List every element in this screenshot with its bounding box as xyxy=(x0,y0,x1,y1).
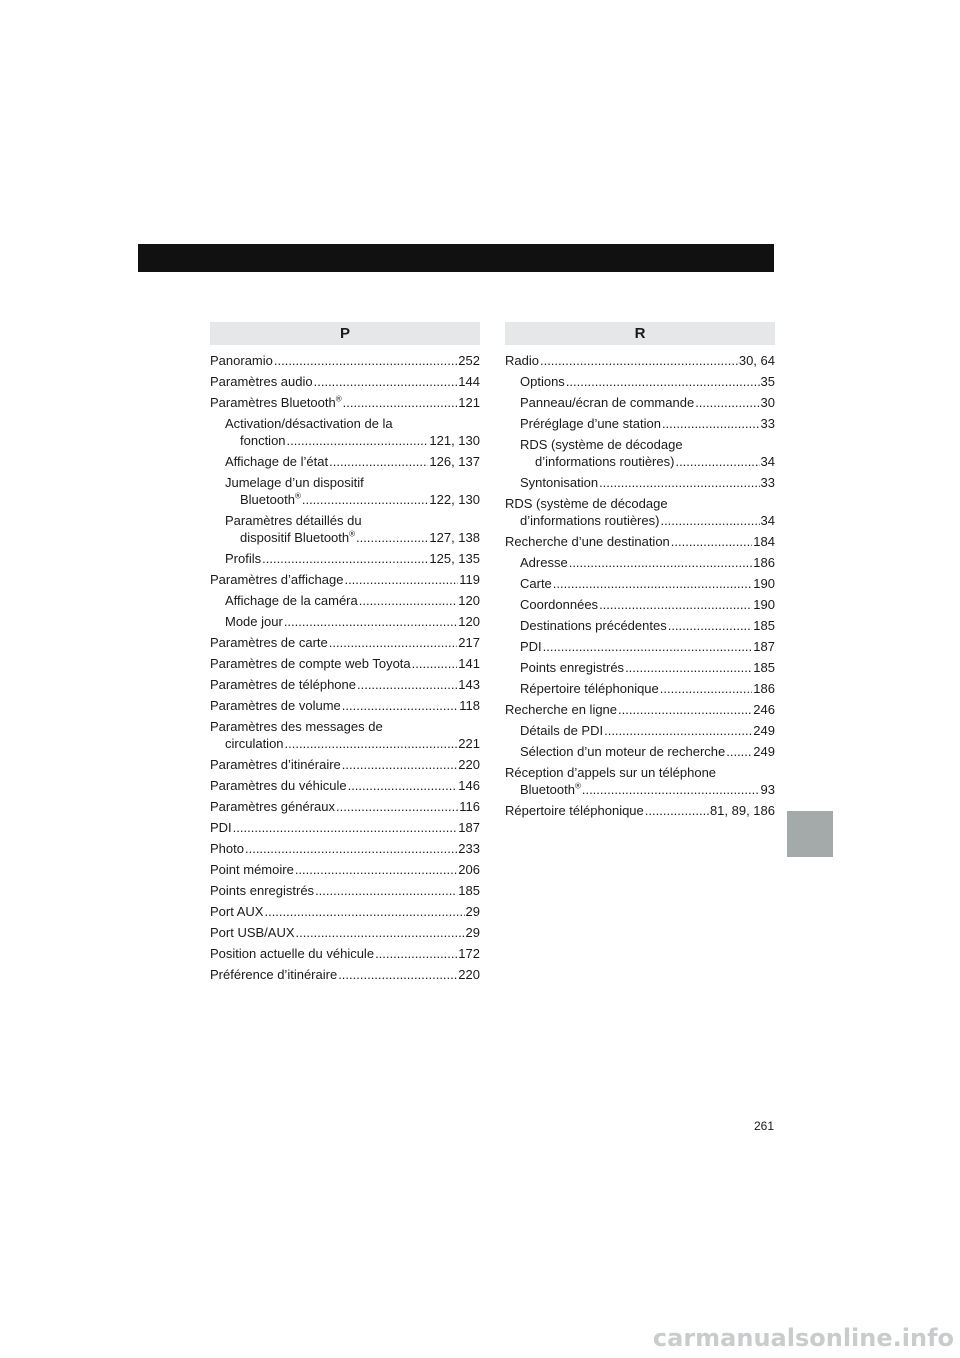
entry-pages: 125, 135 xyxy=(429,551,480,566)
entry-term: Paramètres de téléphone xyxy=(210,677,356,692)
dot-leader xyxy=(342,697,458,714)
entry-term: Paramètres de volume xyxy=(210,698,341,713)
entry-term: d’informations routières) xyxy=(520,513,660,528)
index-entry xyxy=(210,613,480,630)
entry-term: Paramètres audio xyxy=(210,374,313,389)
index-entry xyxy=(210,861,480,878)
entry-term: Paramètres généraux xyxy=(210,799,336,814)
entry-pages: 185 xyxy=(753,618,775,633)
index-entry xyxy=(505,554,775,571)
entry-pages: 33 xyxy=(760,475,775,490)
index-entry xyxy=(210,966,480,983)
entry-pages: 81, 89, 186 xyxy=(709,803,775,818)
entry-term: Bluetooth® xyxy=(520,781,581,797)
dot-leader xyxy=(660,680,753,697)
index-entry xyxy=(505,575,775,592)
entry-term: Photo xyxy=(210,841,244,856)
entry-term: Réception d’appels sur un téléphone xyxy=(505,765,717,780)
entry-term: Coordonnées xyxy=(520,597,599,612)
entry-pages: 217 xyxy=(458,635,480,650)
dot-leader xyxy=(668,617,753,634)
dot-leader xyxy=(553,575,753,592)
index-entry xyxy=(210,840,480,857)
entry-term: dispositif Bluetooth® xyxy=(240,529,356,545)
dot-leader xyxy=(375,945,457,962)
index-entry xyxy=(210,415,480,449)
entry-term: Destinations précédentes xyxy=(520,618,667,633)
index-column-p xyxy=(210,322,480,987)
watermark: carmanualsonline.info xyxy=(652,1324,954,1352)
entry-term: Radio xyxy=(505,353,539,368)
entry-term: Préférence d’itinéraire xyxy=(210,967,338,982)
entry-pages: 29 xyxy=(465,904,480,919)
index-entry xyxy=(210,697,480,714)
dot-leader xyxy=(599,596,752,613)
index-entry xyxy=(505,596,775,613)
letter-header-p: P xyxy=(210,322,480,345)
dot-leader xyxy=(274,352,457,369)
entry-term: Répertoire téléphonique xyxy=(505,803,644,818)
dot-leader xyxy=(342,756,458,773)
index-entry xyxy=(210,819,480,836)
entry-pages: 143 xyxy=(458,677,480,692)
dot-leader xyxy=(540,352,738,369)
dot-leader xyxy=(695,394,759,411)
entry-pages: 119 xyxy=(459,572,480,587)
index-entry xyxy=(505,764,775,798)
entry-term: Affichage de l’état xyxy=(225,454,329,469)
entry-term: Syntonisation xyxy=(520,475,599,490)
entry-term: Sélection d’un moteur de recherche xyxy=(520,744,726,759)
entry-term: Jumelage d’un dispositif xyxy=(225,475,364,490)
index-entry xyxy=(505,533,775,550)
entry-term: RDS (système de décodage xyxy=(520,437,683,452)
dot-leader xyxy=(344,571,458,588)
index-entry xyxy=(210,453,480,470)
dot-leader xyxy=(582,781,760,798)
dot-leader xyxy=(356,529,428,546)
index-entry xyxy=(210,571,480,588)
entry-pages: 221 xyxy=(458,736,480,751)
index-entry xyxy=(210,718,480,752)
dot-leader xyxy=(343,394,458,411)
entry-pages: 184 xyxy=(753,534,775,549)
index-entry xyxy=(210,352,480,369)
entry-pages: 190 xyxy=(753,576,775,591)
index-entry xyxy=(210,945,480,962)
dot-leader xyxy=(604,722,752,739)
entry-term: Profils xyxy=(225,551,262,566)
dot-leader xyxy=(285,735,458,752)
entry-term: fonction xyxy=(240,433,286,448)
index-entry xyxy=(505,436,775,470)
entry-pages: 187 xyxy=(753,639,775,654)
entry-term: Paramètres d’itinéraire xyxy=(210,757,341,772)
dot-leader xyxy=(329,634,458,651)
index-entry xyxy=(210,882,480,899)
entry-pages: 220 xyxy=(458,967,480,982)
entry-term: PDI xyxy=(520,639,542,654)
page-number: 261 xyxy=(753,1119,774,1133)
dot-leader xyxy=(315,882,457,899)
dot-leader xyxy=(348,777,458,794)
index-entry xyxy=(210,634,480,651)
dot-leader xyxy=(618,701,752,718)
entry-pages: 220 xyxy=(458,757,480,772)
dot-leader xyxy=(264,903,464,920)
entry-term: Port USB/AUX xyxy=(210,925,295,940)
entry-pages: 30 xyxy=(760,395,775,410)
entry-pages: 118 xyxy=(459,698,480,713)
entry-term: Mode jour xyxy=(225,614,283,629)
entry-pages: 93 xyxy=(760,782,775,797)
entries-p xyxy=(210,352,480,983)
entry-term: Paramètres Bluetooth® xyxy=(210,394,342,410)
entry-term: Panoramio xyxy=(210,353,273,368)
entry-term: Paramètres de carte xyxy=(210,635,328,650)
entry-pages: 121, 130 xyxy=(429,433,480,448)
index-entry xyxy=(210,676,480,693)
entry-term: Points enregistrés xyxy=(210,883,315,898)
entry-term: Recherche en ligne xyxy=(505,702,618,717)
index-entry xyxy=(210,924,480,941)
entry-pages: 29 xyxy=(465,925,480,940)
index-entry xyxy=(505,373,775,390)
dot-leader xyxy=(336,798,458,815)
entry-term: Position actuelle du véhicule xyxy=(210,946,375,961)
entry-pages: 33 xyxy=(760,416,775,431)
entry-term: d’informations routières) xyxy=(535,454,675,469)
entry-pages: 34 xyxy=(760,454,775,469)
entry-term: Point mémoire xyxy=(210,862,294,877)
dot-leader xyxy=(338,966,457,983)
entry-pages: 144 xyxy=(458,374,480,389)
entry-pages: 146 xyxy=(458,778,480,793)
entry-pages: 186 xyxy=(753,555,775,570)
entry-term: Points enregistrés xyxy=(520,660,625,675)
entry-pages: 252 xyxy=(458,353,480,368)
index-entry xyxy=(210,474,480,508)
dot-leader xyxy=(287,432,429,449)
dot-leader xyxy=(726,743,752,760)
index-column-r xyxy=(505,322,775,823)
index-entry xyxy=(505,659,775,676)
dot-leader xyxy=(645,802,709,819)
entry-pages: 120 xyxy=(458,593,480,608)
entry-term: Détails de PDI xyxy=(520,723,604,738)
header-bar xyxy=(138,244,774,272)
index-entry xyxy=(505,352,775,369)
index-entry xyxy=(505,743,775,760)
dot-leader xyxy=(233,819,458,836)
entry-pages: 249 xyxy=(753,744,775,759)
entry-pages: 121 xyxy=(458,395,480,410)
index-entry xyxy=(210,756,480,773)
entry-term: Paramètres des messages de xyxy=(210,719,383,734)
entry-term: Activation/désactivation de la xyxy=(225,416,393,431)
entry-term: Préréglage d’une station xyxy=(520,416,661,431)
entry-term: Paramètres du véhicule xyxy=(210,778,347,793)
entry-pages: 34 xyxy=(760,513,775,528)
entries-r xyxy=(505,352,775,819)
entry-term: circulation xyxy=(225,736,284,751)
index-entry xyxy=(505,617,775,634)
index-entry xyxy=(210,512,480,546)
entry-pages: 116 xyxy=(459,799,480,814)
entry-pages: 246 xyxy=(753,702,775,717)
dot-leader xyxy=(314,373,458,390)
entry-pages: 249 xyxy=(753,723,775,738)
dot-leader xyxy=(359,592,458,609)
dot-leader xyxy=(262,550,428,567)
index-entry xyxy=(210,777,480,794)
entry-term: Paramètres détaillés du xyxy=(225,513,362,528)
dot-leader xyxy=(599,474,759,491)
index-entry xyxy=(210,903,480,920)
dot-leader xyxy=(412,655,458,672)
entry-pages: 172 xyxy=(458,946,480,961)
dot-leader xyxy=(671,533,753,550)
dot-leader xyxy=(329,453,428,470)
index-entry xyxy=(505,680,775,697)
section-tab-marker xyxy=(787,811,833,857)
index-entry xyxy=(210,592,480,609)
entry-pages: 186 xyxy=(753,681,775,696)
dot-leader xyxy=(662,415,760,432)
entry-term: Bluetooth® xyxy=(240,491,301,507)
dot-leader xyxy=(566,373,760,390)
dot-leader xyxy=(245,840,457,857)
entry-term: Options xyxy=(520,374,565,389)
entry-term: PDI xyxy=(210,820,232,835)
dot-leader xyxy=(357,676,457,693)
entry-pages: 190 xyxy=(753,597,775,612)
entry-term: Adresse xyxy=(520,555,568,570)
index-entry xyxy=(210,550,480,567)
index-entry xyxy=(505,722,775,739)
entry-term: Affichage de la caméra xyxy=(225,593,358,608)
dot-leader xyxy=(295,861,457,878)
index-entry xyxy=(505,701,775,718)
entry-pages: 120 xyxy=(458,614,480,629)
entry-term: Panneau/écran de commande xyxy=(520,395,695,410)
dot-leader xyxy=(625,659,752,676)
index-entry xyxy=(505,394,775,411)
dot-leader xyxy=(675,453,759,470)
index-entry xyxy=(505,495,775,529)
index-entry xyxy=(505,638,775,655)
entry-term: Paramètres de compte web Toyota xyxy=(210,656,411,671)
dot-leader xyxy=(284,613,457,630)
entry-pages: 185 xyxy=(753,660,775,675)
index-entry xyxy=(210,373,480,390)
entry-term: RDS (système de décodage xyxy=(505,496,668,511)
entry-term: Paramètres d’affichage xyxy=(210,572,344,587)
dot-leader xyxy=(296,924,465,941)
dot-leader xyxy=(660,512,759,529)
dot-leader xyxy=(569,554,753,571)
entry-pages: 185 xyxy=(458,883,480,898)
index-entry xyxy=(210,655,480,672)
index-entry xyxy=(210,798,480,815)
index-entry xyxy=(505,802,775,819)
entry-term: Carte xyxy=(520,576,552,591)
entry-pages: 35 xyxy=(760,374,775,389)
entry-pages: 122, 130 xyxy=(429,492,480,507)
dot-leader xyxy=(543,638,753,655)
index-entry xyxy=(505,474,775,491)
entry-term: Recherche d’une destination xyxy=(505,534,670,549)
dot-leader xyxy=(302,491,429,508)
entry-pages: 126, 137 xyxy=(429,454,480,469)
entry-pages: 141 xyxy=(458,656,480,671)
index-entry xyxy=(210,394,480,411)
entry-pages: 187 xyxy=(458,820,480,835)
letter-header-r: R xyxy=(505,322,775,345)
entry-pages: 127, 138 xyxy=(429,530,480,545)
index-entry xyxy=(505,415,775,432)
entry-pages: 30, 64 xyxy=(738,353,775,368)
entry-pages: 233 xyxy=(458,841,480,856)
entry-term: Répertoire téléphonique xyxy=(520,681,659,696)
entry-term: Port AUX xyxy=(210,904,264,919)
entry-pages: 206 xyxy=(458,862,480,877)
